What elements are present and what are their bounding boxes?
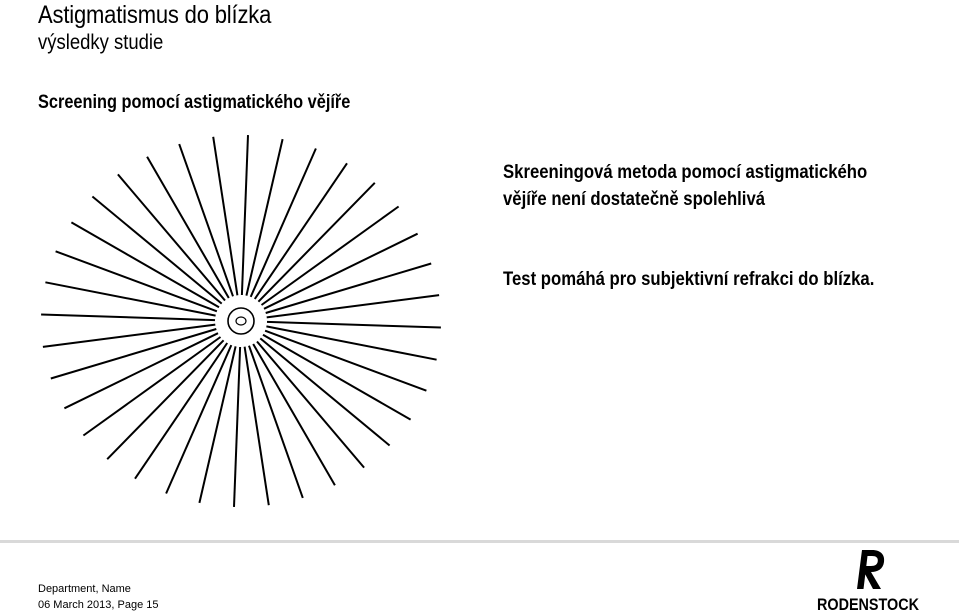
rodenstock-wordmark <box>816 594 920 612</box>
footer-date-page: 06 March 2013, Page 15 <box>38 599 159 611</box>
fan-ray <box>262 207 399 306</box>
statement-reliability-line-2: vějíře není dostatečně spolehlivá <box>503 189 766 210</box>
slide-title: Astigmatismus do blízka <box>38 1 272 29</box>
fan-ray <box>83 337 220 436</box>
fan-ray <box>255 163 347 299</box>
fan-ray <box>234 347 240 507</box>
fan-ray <box>56 251 217 311</box>
rodenstock-r-mark-icon <box>848 548 888 590</box>
fan-ray <box>263 335 411 420</box>
fan-ray <box>64 333 218 408</box>
fan-ray <box>41 315 215 321</box>
fan-ray <box>251 149 316 297</box>
statement-usefulness-line-1: Test pomáhá pro subjektivní refrakci do blízka. <box>503 269 875 290</box>
slide-subtitle: výsledky studie <box>38 31 164 54</box>
fan-ray <box>147 157 229 298</box>
fan-ray <box>246 139 282 296</box>
fan-ray <box>199 346 235 503</box>
fan-ray <box>265 331 426 391</box>
fan-ray <box>45 282 215 315</box>
fan-center-inner-ring <box>236 317 246 325</box>
fan-ray <box>253 344 335 485</box>
fan-ray <box>166 345 231 493</box>
fan-ray <box>266 264 432 314</box>
fan-ray <box>257 342 364 468</box>
fan-ray <box>135 343 227 479</box>
fan-ray <box>266 326 436 359</box>
footer-divider <box>0 540 959 543</box>
fan-ray <box>258 183 374 302</box>
statement-usefulness <box>503 266 899 293</box>
fan-ray <box>107 340 223 459</box>
fan-ray <box>264 234 418 309</box>
rodenstock-logo <box>816 548 920 612</box>
fan-ray <box>213 137 237 295</box>
fan-ray <box>92 197 221 304</box>
rodenstock-wordmark-text: RODENSTOCK <box>817 595 920 614</box>
fan-rays <box>41 135 441 507</box>
fan-ray <box>242 135 248 295</box>
section-heading: Screening pomocí astigmatického vějíře <box>38 92 351 113</box>
footer-department: Department, Name <box>38 583 131 595</box>
statement-reliability-line-1: Skreeningová metoda pomocí astigmatického <box>503 162 868 183</box>
fan-ray <box>179 144 233 296</box>
fan-ray <box>267 295 439 317</box>
fan-ray <box>43 325 215 347</box>
statement-reliability <box>503 159 899 213</box>
fan-ray <box>51 329 217 379</box>
fan-center-outer-ring <box>228 308 254 334</box>
fan-ray <box>260 338 389 445</box>
fan-ray <box>118 174 225 300</box>
fan-ray <box>245 347 269 506</box>
fan-ray <box>71 222 219 307</box>
fan-ray <box>249 346 303 498</box>
fan-ray <box>267 322 441 328</box>
